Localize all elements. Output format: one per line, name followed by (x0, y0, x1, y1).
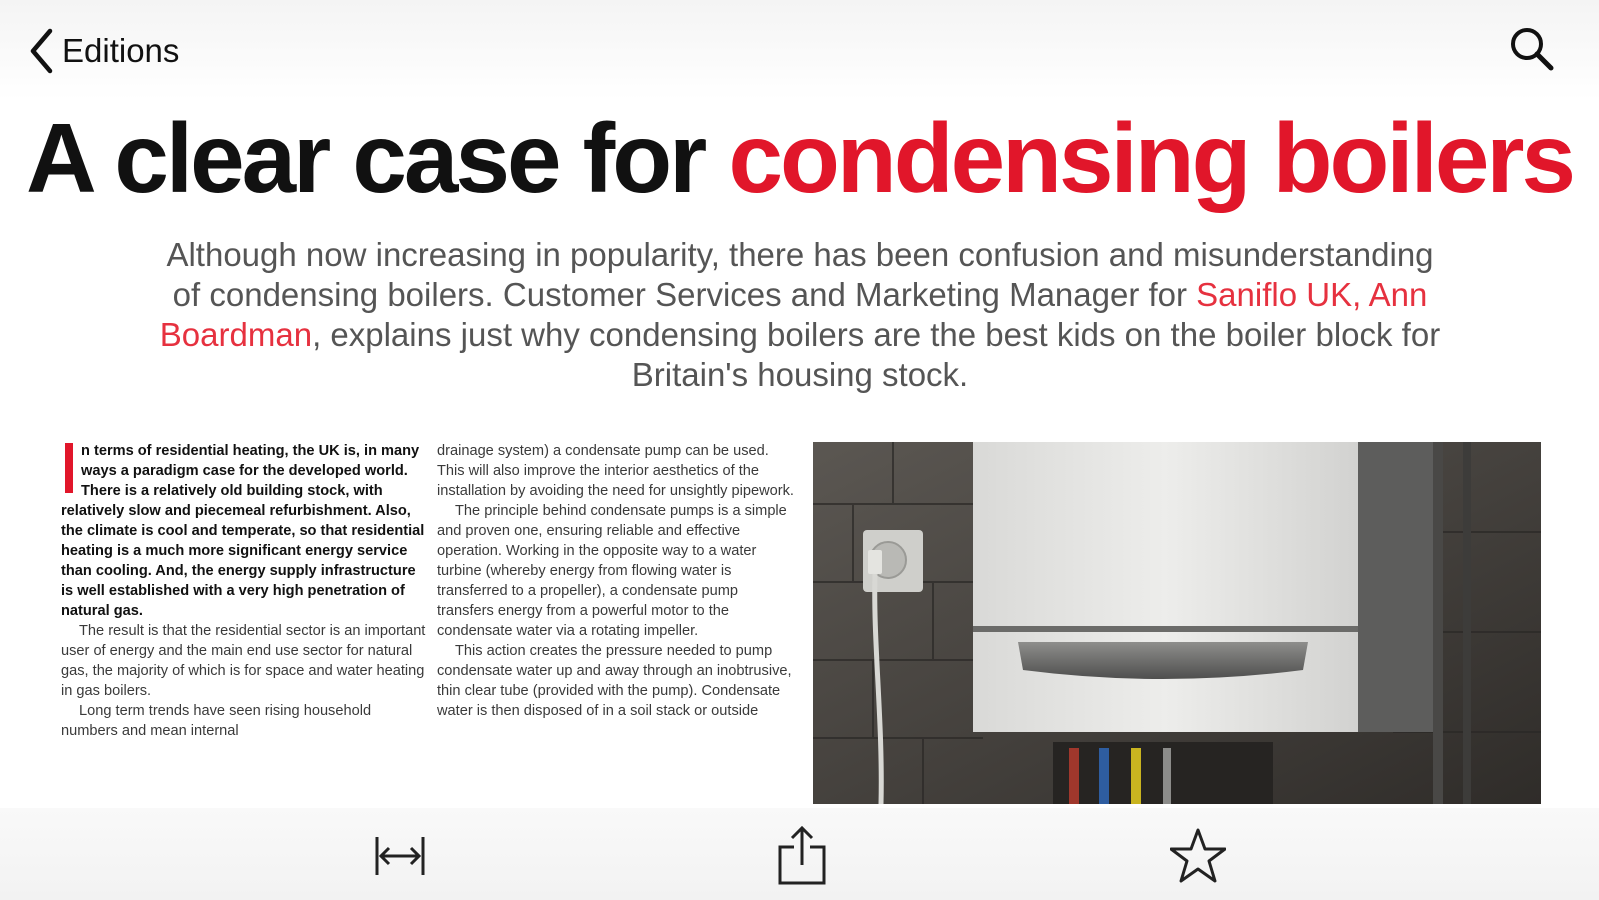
fit-width-icon (373, 825, 429, 887)
body-paragraph: drainage system) a condensate pump can be used. This will also improve the interior aesthetics of the installation by avoiding the need for unsightly pipework. (437, 443, 794, 499)
boiler-illustration (813, 442, 1541, 804)
boiler-photo (813, 442, 1541, 804)
search-button[interactable] (1507, 24, 1557, 74)
article-column-2 (437, 441, 797, 801)
body-paragraph: The principle behind condensate pumps is a simple and proven one, ensuring reliable and effective operation. Working in the opposite way to a water turbine (whereby energy from flowing water is transferred to a propeller), a condensate pump transfers energy from a powerful motor to the condensate water via a rotating impeller. (437, 503, 787, 639)
favorite-button[interactable] (1170, 825, 1226, 887)
body-paragraph: The result is that the residential sector is an important user of energy and the main end use sector for natural gas, the majority of which is for space and water heating in gas boilers. (61, 623, 426, 699)
headline-black-part: A clear case for (25, 103, 705, 213)
top-bar (0, 0, 1599, 100)
share-icon (774, 825, 830, 887)
article-column-1 (61, 441, 431, 801)
article-headline (0, 103, 1599, 213)
share-button[interactable] (774, 825, 830, 887)
body-paragraph: This action creates the pressure needed to pump condensate water up and away through an inobtrusive, thin clear tube (provided with the pump). Condensate water is then disposed of in a soil stack or outside (437, 643, 792, 719)
search-icon (1507, 24, 1557, 74)
fit-width-button[interactable] (373, 825, 429, 887)
standfirst-text-2: , explains just why condensing boilers are the best kids on the boiler block for Britain's housing stock. (312, 316, 1441, 393)
article-standfirst (150, 235, 1450, 395)
back-to-editions-button[interactable] (28, 26, 179, 76)
back-label: Editions (62, 32, 180, 69)
star-icon (1170, 825, 1226, 887)
standfirst-text-1: Although now increasing in popularity, there has been confusion and misunderstanding of condensing boilers. Customer Services and Marketing Manager for (166, 236, 1434, 313)
standfirst-author: Saniflo UK, Ann Boardman (159, 276, 1428, 353)
headline-red-part: condensing boilers (728, 103, 1574, 213)
chevron-left-icon (28, 28, 54, 74)
body-paragraph: Long term trends have seen rising household numbers and mean internal (61, 703, 372, 739)
drop-cap-bar (65, 443, 73, 493)
lead-paragraph: n terms of residential heating, the UK is, in many ways a paradigm case for the developed world. There is a relatively old building stock, with relatively slow and piecemeal refurbishment. Also, the climate is cool and temperate, so that residential heating is a much more significant energy service than cooling. And, the energy supply infrastructure is well established with a very high penetration of natural gas. (61, 443, 425, 619)
